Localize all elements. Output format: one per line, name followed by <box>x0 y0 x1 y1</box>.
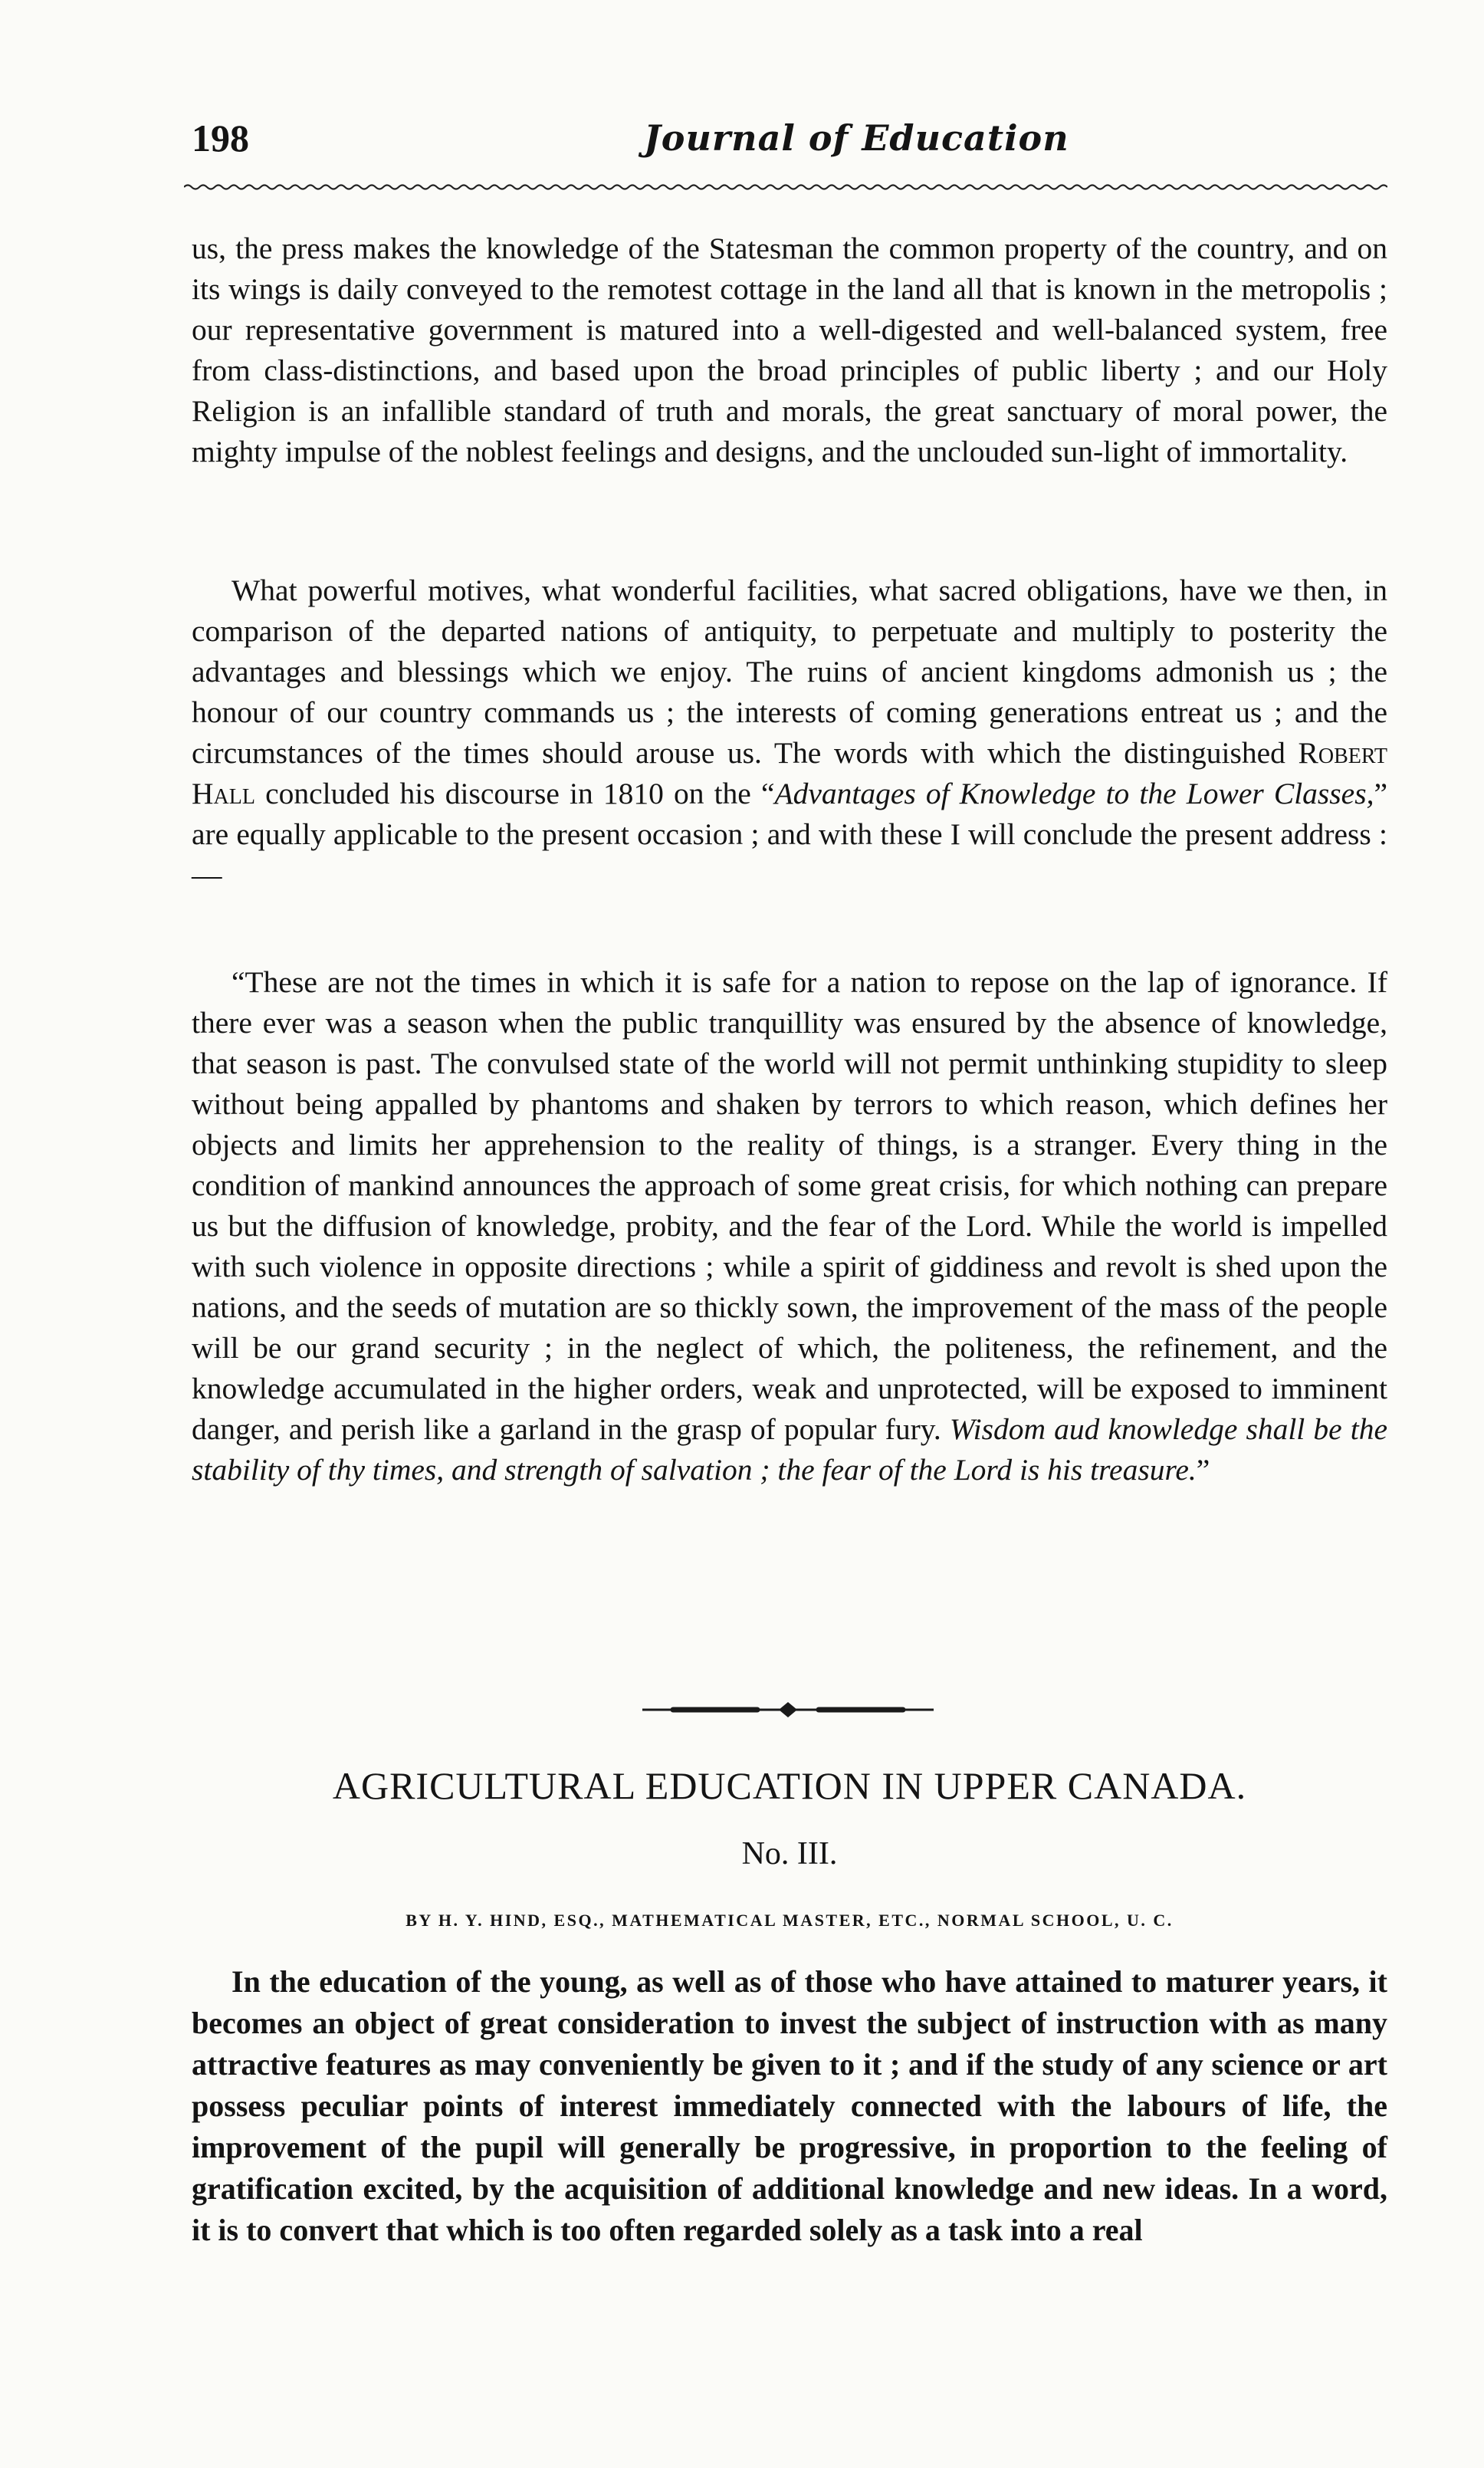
article-number: No. III. <box>741 1836 838 1872</box>
author-name: Robert Hall <box>192 736 1387 810</box>
paragraph-agricultural-intro <box>192 1961 1387 2251</box>
work-title: Advantages of Knowledge to the Lower Classes, <box>774 777 1374 810</box>
article-title: AGRICULTURAL EDUCATION IN UPPER CANADA. <box>332 1764 1247 1807</box>
wavy-header-rule <box>184 182 1387 192</box>
paragraph-text: In the education of the young, as well as of those who have attained to maturer years, it becomes an object of great consideration to invest the subject of instruction with as many attractive features as may conveniently be given to it ; and if the study of any science or art possess peculiar points of interest immediately connected with the labours of life, the improvement of the pupil will generally be progressive, in proportion to the feeling of gratification excited, by the acquisition of additional knowledge and new ideas. In a word, it is to convert that which is too often regarded solely as a task into a real <box>192 1964 1387 2247</box>
paragraph-text: What powerful motives, what wonderful facilities, what sacred obligations, have we then, in comparison of the departed nations of antiquity, to perpetuate and multiply to posterity the advantages and blessings which we enjoy. The ruins of ancient kingdoms admonish us ; the honour of our country commands us ; the interests of coming generations entreat us ; and the circumstances of the times should arouse us. The words with which the distinguished <box>192 573 1387 770</box>
section-divider-ornament <box>642 1701 934 1719</box>
paragraph-motives <box>192 570 1387 896</box>
paragraph-text: us, the press makes the knowledge of the Statesman the common property of the country, and on its wings is daily conveyed to the remotest cottage in the land all that is known in the metropolis ; our representative government is matured into a well-digested and well-balanced system, free from class-distinctions, and based upon the broad principles of public liberty ; and our Holy Religion is an infallible standard of truth and morals, the great sanctuary of moral power, the mighty impulse of the noblest feelings and designs, and the unclouded sun-light of immortality. <box>192 232 1387 468</box>
quotation-text: “These are not the times in which it is safe for a nation to repose on the lap of ignorance. If there ever was a season when the public tranquillity was ensured by the absence of knowledge, that season is past. The convulsed state of the world will not permit unthinking stupidity to sleep without being appalled by phantoms and shaken by terrors to which reason, which defines her objects and limits her apprehension to the reality of things, is a stranger. Every thing in the condition of mankind announces the approach of some great crisis, for which nothing can prepare us but the diffusion of knowledge, probity, and the fear of the Lord. While the world is impelled with such violence in opposite directions ; while a spirit of giddiness and revolt is shed upon the nations, and the seeds of mutation are so thickly sown, the improvement of the mass of the people will be our grand security ; in the neglect of which, the politeness, the refinement, and the knowledge accumulated in the higher orders, weak and unprotected, will be exposed to imminent danger, and perish like a garland in the grasp of popular fury. <box>192 965 1387 1446</box>
paragraph-continuation <box>192 228 1387 472</box>
block-quotation <box>192 962 1387 1490</box>
paragraph-text: concluded his discourse in 1810 on the “ <box>254 777 775 810</box>
page-number: 198 <box>192 117 249 159</box>
article-byline: BY H. Y. HIND, ESQ., MATHEMATICAL MASTER, ETC., NORMAL SCHOOL, U. C. <box>405 1911 1174 1930</box>
paragraph-text: ” are equally applicable to the present occasion ; and with these I will conclude the present address :— <box>192 777 1387 892</box>
quotation-italic-text: Wisdom aud knowledge shall be the stability of thy times, and strength of salvation ; the fear of the Lord is his treasure. <box>192 1412 1388 1487</box>
closing-quote: ” <box>1196 1453 1210 1487</box>
page-header <box>192 115 1387 176</box>
running-title: Journal of Education <box>644 117 1069 159</box>
